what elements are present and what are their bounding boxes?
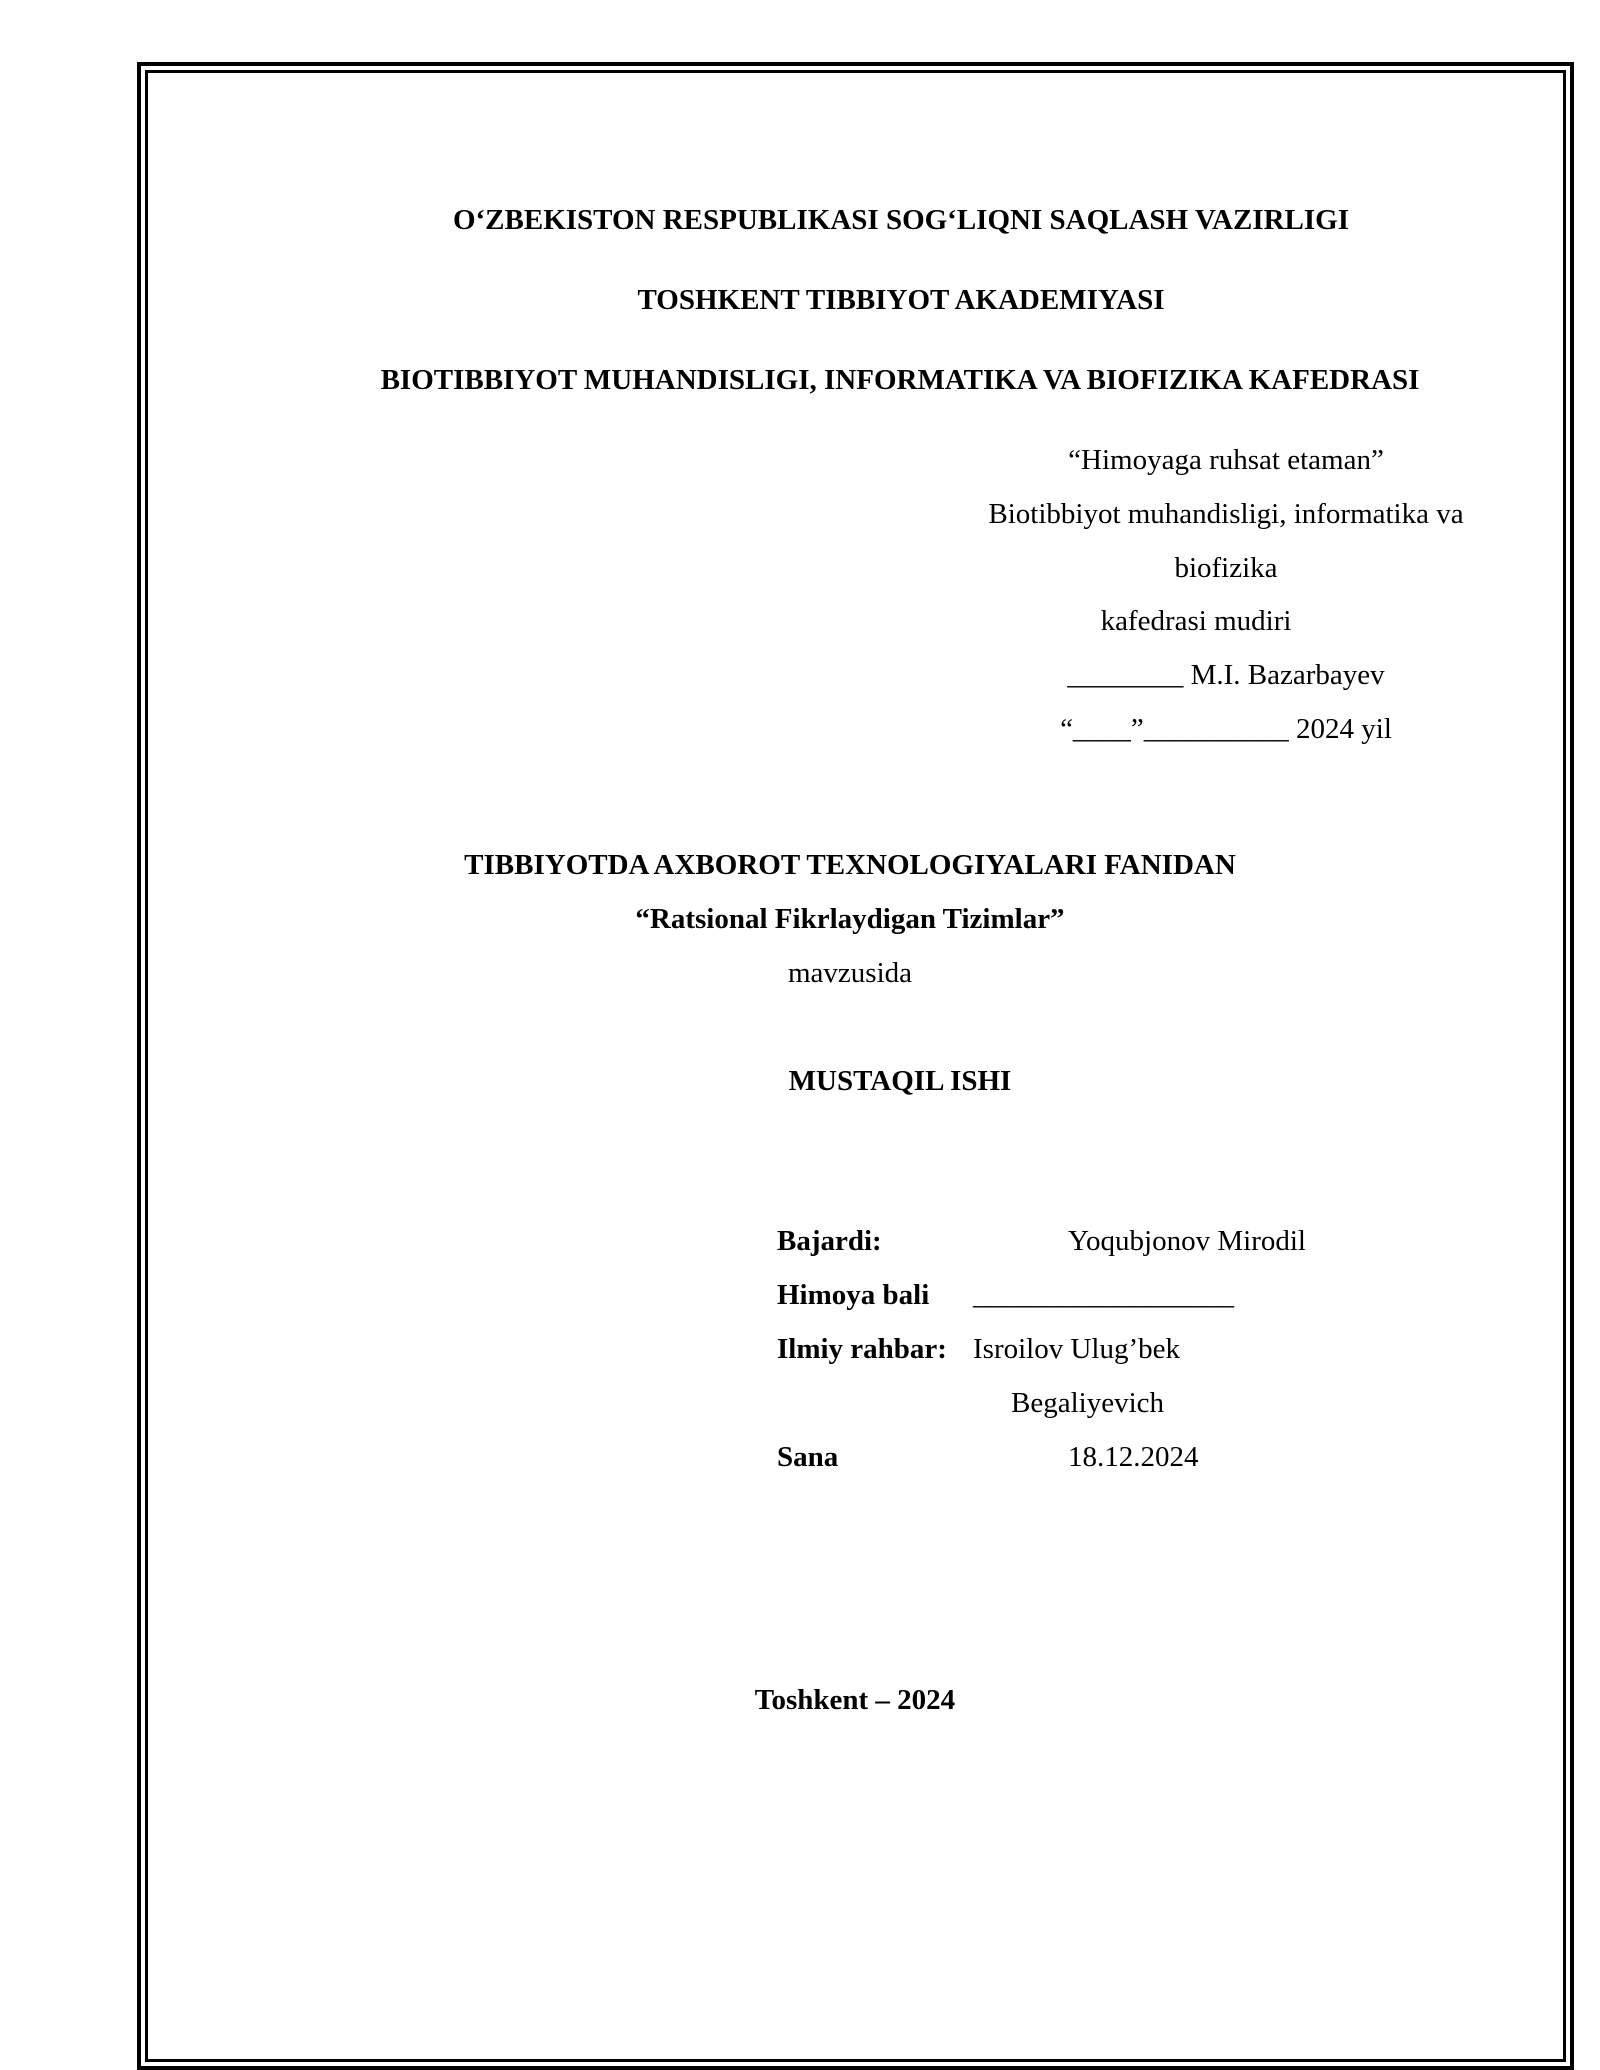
academy-title: TOSHKENT TIBBIYOT AKADEMIYASI (637, 284, 1165, 316)
performed-label: Bajardi: (777, 1225, 882, 1257)
approval-signature: ________ M.I. Bazarbayev (1067, 659, 1385, 691)
advisor-value-2: Begaliyevich (1011, 1387, 1165, 1419)
work-type: MUSTAQIL ISHI (788, 1065, 1012, 1097)
approval-line-2: biofizika (1174, 552, 1278, 584)
course-title: TIBBIYOTDA AXBOROT TEXNOLOGIYALARI FANIDAN (464, 849, 1236, 881)
approval-date: “____”__________ 2024 yil (1060, 713, 1392, 745)
approval-line-1: Biotibbiyot muhandisligi, informatika va (988, 498, 1464, 530)
ministry-title: O‘ZBEKISTON RESPUBLIKASI SOG‘LIQNI SAQLASH VAZIRLIGI (452, 204, 1350, 236)
advisor-label: Ilmiy rahbar: (777, 1333, 947, 1365)
date-label: Sana (777, 1441, 839, 1473)
performed-value: Yoqubjonov Mirodil (1068, 1225, 1306, 1257)
grade-label: Himoya bali (777, 1279, 930, 1311)
grade-value: __________________ (973, 1279, 1234, 1311)
approval-quote: “Himoyaga ruhsat etaman” (1068, 444, 1384, 476)
topic-suffix: mavzusida (787, 957, 912, 989)
department-title: BIOTIBBIYOT MUHANDISLIGI, INFORMATIKA VA BIOFIZIKA KAFEDRASI (380, 364, 1420, 396)
topic-title: “Ratsional Fikrlaydigan Tizimlar” (635, 903, 1065, 935)
advisor-value-1: Isroilov Ulug’bek (973, 1333, 1180, 1365)
place-year: Toshkent – 2024 (754, 1684, 956, 1716)
approval-line-3: kafedrasi mudiri (1100, 605, 1292, 637)
date-value: 18.12.2024 (1068, 1441, 1199, 1473)
